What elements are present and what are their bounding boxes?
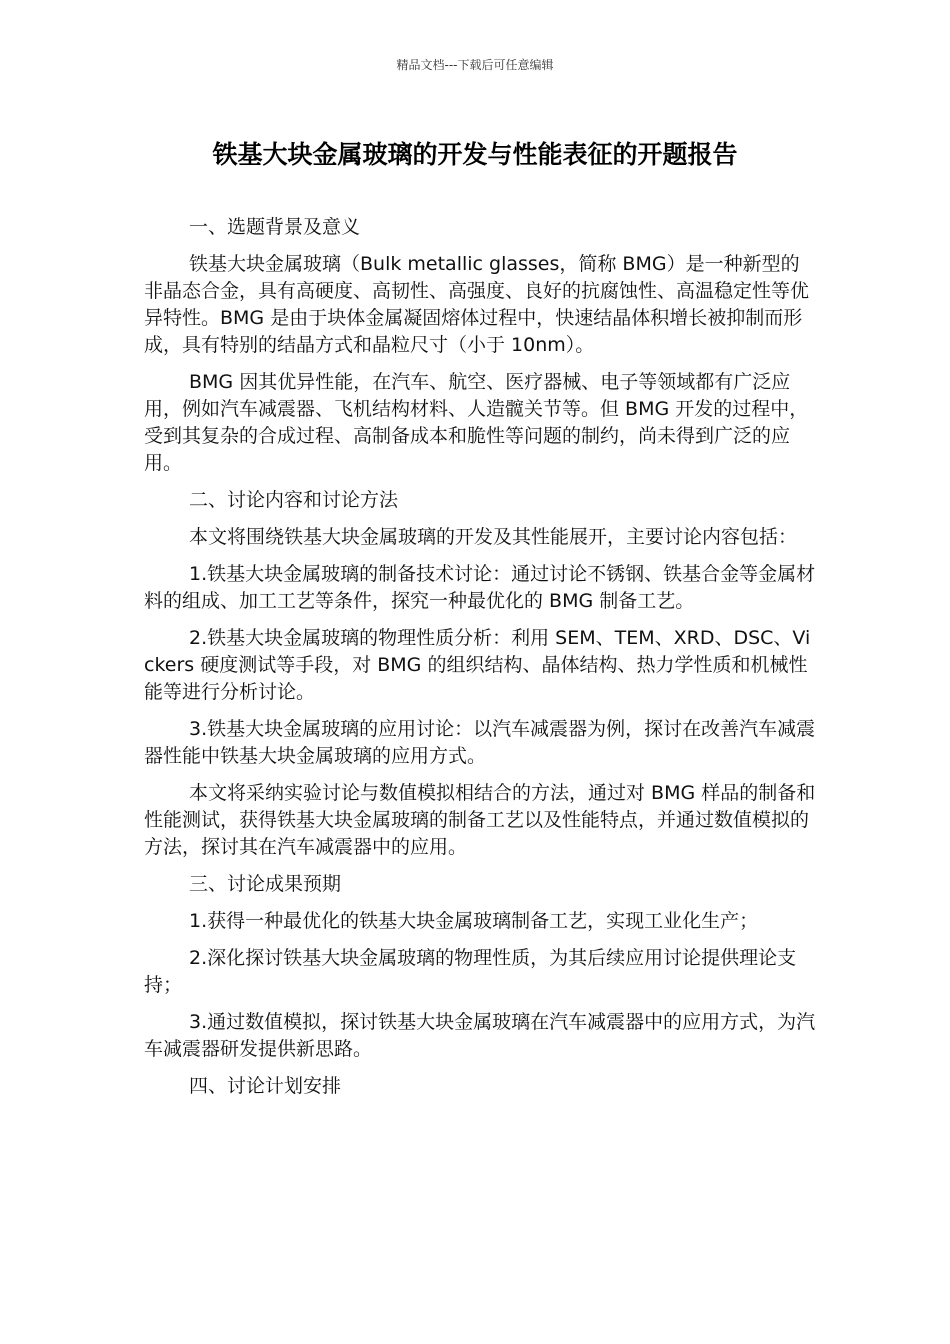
section-heading-background: 一、选题背景及意义: [189, 216, 361, 238]
result-item-process: 1.获得一种最优化的铁基大块金属玻璃制备工艺，实现工业化生产；: [189, 910, 759, 932]
result-item-theory: 2.深化探讨铁基大块金属玻璃的物理性质，为其后续应用讨论提供理论支持；: [144, 947, 797, 996]
section-heading-expected-results: 三、讨论成果预期: [189, 873, 342, 895]
page-header: 精品文档---下载后可任意编辑: [396, 58, 554, 72]
paragraph-bmg-applications: BMG 因其优异性能，在汽车、航空、医疗器械、电子等领域都有广泛应用，例如汽车减震器、飞机结构材料、人造髋关节等。但 BMG 开发的过程中，受到其复杂的合成过程、高制备成本和脆性等问题的制约，尚未得到广泛的应用。: [144, 371, 809, 474]
list-item-application: 3.铁基大块金属玻璃的应用讨论：以汽车减震器为例，探讨在改善汽车减震器性能中铁基大块金属玻璃的应用方式。: [144, 718, 816, 767]
document-title: 铁基大块金属玻璃的开发与性能表征的开题报告: [212, 140, 738, 169]
document-body: [144, 214, 816, 1100]
section-heading-schedule: 四、讨论计划安排: [189, 1075, 342, 1097]
paragraph-methods: 本文将采纳实验讨论与数值模拟相结合的方法，通过对 BMG 样品的制备和性能测试，获得铁基大块金属玻璃的制备工艺以及性能特点，并通过数值模拟的方法，探讨其在汽车减震器中的应用。: [144, 782, 816, 858]
list-item-preparation: 1.铁基大块金属玻璃的制备技术讨论：通过讨论不锈钢、铁基合金等金属材料的组成、加工工艺等条件，探究一种最优化的 BMG 制备工艺。: [144, 563, 816, 612]
paragraph-bmg-definition: 铁基大块金属玻璃（Bulk metallic glasses，简称 BMG）是一种新型的非晶态合金，具有高硬度、高韧性、高强度、良好的抗腐蚀性、高温稳定性等优异特性。BMG 是由于块体金属凝固熔体过程中，快速结晶体积增长被抑制而形成，具有特别的结晶方式和晶粒尺寸（小于 10nm）。: [144, 253, 810, 356]
section-heading-content-methods: 二、讨论内容和讨论方法: [189, 489, 399, 511]
list-item-physical-properties: 2.铁基大块金属玻璃的物理性质分析：利用 SEM、TEM、XRD、DSC、Vickers 硬度测试等手段，对 BMG 的组织结构、晶体结构、热力学性质和机械性能等进行分析讨论。: [144, 627, 811, 703]
paragraph-content-intro: 本文将围绕铁基大块金属玻璃的开发及其性能展开，主要讨论内容包括：: [189, 526, 798, 548]
result-item-simulation: 3.通过数值模拟，探讨铁基大块金属玻璃在汽车减震器中的应用方式，为汽车减震器研发提供新思路。: [144, 1011, 816, 1060]
